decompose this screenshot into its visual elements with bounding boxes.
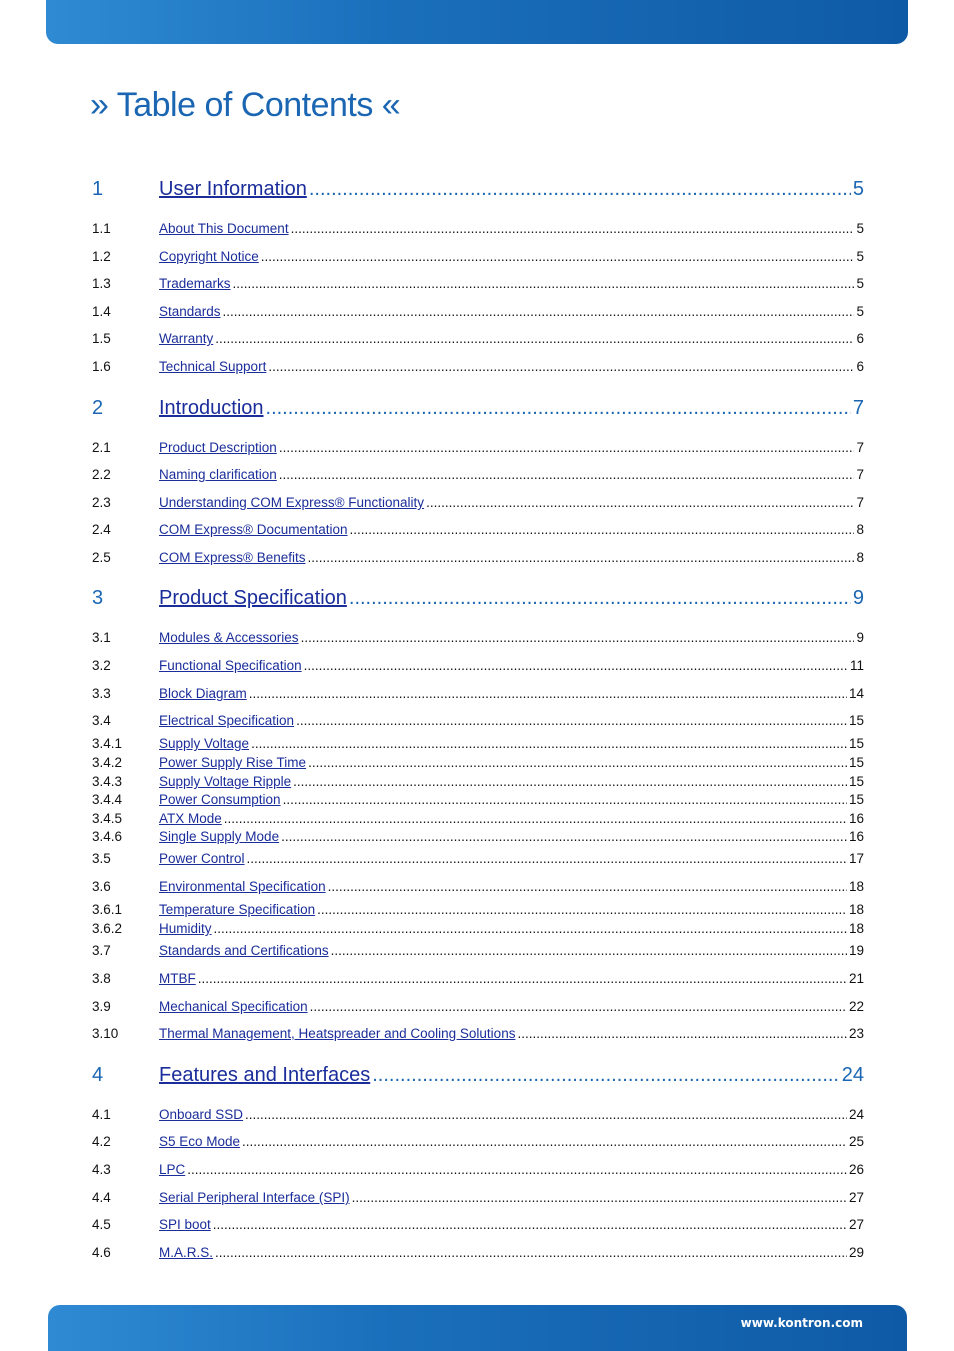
toc-entry-link[interactable]: LPC bbox=[159, 1162, 186, 1177]
dot-leader bbox=[247, 851, 847, 866]
toc-entry-link[interactable]: S5 Eco Mode bbox=[159, 1134, 241, 1149]
toc-entry[interactable] bbox=[92, 811, 864, 826]
toc-entry[interactable] bbox=[92, 879, 864, 894]
toc-entry-page[interactable]: 18 bbox=[848, 879, 864, 894]
dot-leader bbox=[249, 686, 847, 701]
toc-entry-number: 1.1 bbox=[92, 221, 111, 236]
toc-entry-link[interactable]: Warranty bbox=[159, 331, 214, 346]
toc-entry-page[interactable]: 23 bbox=[848, 1026, 864, 1041]
toc-entry-number: 2.2 bbox=[92, 467, 111, 482]
toc-entry-link[interactable]: SPI boot bbox=[159, 1217, 211, 1232]
toc-entry-page[interactable]: 24 bbox=[841, 1064, 864, 1086]
dot-leader bbox=[251, 736, 847, 751]
toc-entry-number: 3.3 bbox=[92, 686, 111, 701]
dot-leader bbox=[372, 1064, 840, 1087]
toc-entry-page[interactable]: 7 bbox=[852, 397, 864, 419]
toc-entry-number: 4.4 bbox=[92, 1190, 111, 1205]
toc-entry-number: 1.5 bbox=[92, 331, 111, 346]
toc-entry-page[interactable]: 26 bbox=[848, 1162, 864, 1177]
dot-leader bbox=[279, 440, 855, 455]
dot-leader bbox=[283, 792, 847, 807]
toc-entry-number: 3.6.1 bbox=[92, 902, 123, 917]
toc-entry-link[interactable]: Onboard SSD bbox=[159, 1107, 244, 1122]
toc-entry[interactable] bbox=[92, 1190, 864, 1205]
dot-leader bbox=[187, 1162, 847, 1177]
toc-entry-number: 4 bbox=[92, 1064, 104, 1086]
dot-leader bbox=[331, 943, 847, 958]
dot-leader bbox=[304, 658, 848, 673]
toc-entry-link[interactable]: Single Supply Mode bbox=[159, 829, 280, 844]
toc-entry-page[interactable]: 9 bbox=[852, 587, 864, 609]
dot-leader bbox=[245, 1107, 847, 1122]
toc-entry-number: 3.10 bbox=[92, 1026, 119, 1041]
toc-entry-link[interactable]: Environmental Specification bbox=[159, 879, 326, 894]
toc-entry[interactable] bbox=[92, 1026, 864, 1041]
dot-leader bbox=[198, 971, 847, 986]
toc-entry-link[interactable]: User Information bbox=[159, 178, 307, 200]
dot-leader bbox=[268, 359, 854, 374]
toc-entry[interactable] bbox=[92, 587, 864, 610]
toc-entry-page[interactable]: 19 bbox=[848, 943, 864, 958]
toc-entry[interactable] bbox=[92, 658, 864, 673]
toc-entry-page[interactable]: 18 bbox=[848, 921, 864, 936]
toc-entry-page[interactable]: 15 bbox=[848, 713, 864, 728]
toc-entry-number: 3.4 bbox=[92, 713, 111, 728]
toc-entry-page[interactable]: 22 bbox=[848, 999, 864, 1014]
dot-leader bbox=[279, 467, 855, 482]
toc-entry-number: 3.4.2 bbox=[92, 755, 123, 770]
toc-entry[interactable] bbox=[92, 1217, 864, 1232]
dot-leader bbox=[291, 221, 855, 236]
toc-entry-link[interactable]: Features and Interfaces bbox=[159, 1064, 371, 1086]
dot-leader bbox=[517, 1026, 847, 1041]
dot-leader bbox=[308, 550, 855, 565]
toc-entry[interactable] bbox=[92, 713, 864, 728]
dot-leader bbox=[328, 879, 847, 894]
toc-entry-page[interactable]: 25 bbox=[848, 1134, 864, 1149]
toc-entry-link[interactable]: Block Diagram bbox=[159, 686, 247, 701]
toc-entry-page[interactable]: 11 bbox=[849, 658, 864, 673]
toc-entry[interactable] bbox=[92, 249, 864, 264]
dot-leader bbox=[215, 1245, 847, 1260]
toc-entry[interactable] bbox=[92, 467, 864, 482]
toc-entry-link[interactable]: ATX Mode bbox=[159, 811, 222, 826]
toc-entry[interactable] bbox=[92, 1064, 864, 1087]
toc-entry-number: 3.6.2 bbox=[92, 921, 123, 936]
toc-entry-number: 4.6 bbox=[92, 1245, 111, 1260]
toc-entry-page[interactable]: 6 bbox=[856, 359, 864, 374]
toc-entry[interactable] bbox=[92, 999, 864, 1014]
toc-entry-page[interactable]: 9 bbox=[856, 630, 864, 645]
toc-entry[interactable] bbox=[92, 829, 864, 844]
dot-leader bbox=[242, 1134, 847, 1149]
toc-entry-number: 2 bbox=[92, 397, 104, 419]
dot-leader bbox=[266, 397, 851, 420]
toc-entry-link[interactable]: Standards and Certifications bbox=[159, 943, 329, 958]
dot-leader bbox=[309, 178, 851, 201]
toc-entry-page[interactable]: 16 bbox=[848, 811, 864, 826]
toc-entry-link[interactable]: Introduction bbox=[159, 397, 264, 419]
toc-entry-link[interactable]: COM Express® Benefits bbox=[159, 550, 306, 565]
toc-entry[interactable] bbox=[92, 178, 864, 201]
toc-entry-number: 3.6 bbox=[92, 879, 111, 894]
toc-entry-link[interactable]: Standards bbox=[159, 304, 221, 319]
dot-leader bbox=[215, 331, 854, 346]
toc-entry-page[interactable]: 29 bbox=[848, 1245, 864, 1260]
toc-entry-number: 4.3 bbox=[92, 1162, 111, 1177]
toc-entry-page[interactable]: 17 bbox=[848, 851, 864, 866]
toc-entry-number: 3.1 bbox=[92, 630, 111, 645]
toc-entry-link[interactable]: Power Supply Rise Time bbox=[159, 755, 307, 770]
toc-entry-page[interactable]: 27 bbox=[848, 1190, 864, 1205]
toc-entry-link[interactable]: MTBF bbox=[159, 971, 196, 986]
toc-entry-link[interactable]: Humidity bbox=[159, 921, 212, 936]
toc-entry-link[interactable]: About This Document bbox=[159, 221, 289, 236]
toc-entry-number: 1.2 bbox=[92, 249, 111, 264]
toc-entry-link[interactable]: Supply Voltage bbox=[159, 736, 250, 751]
dot-leader bbox=[350, 522, 855, 537]
toc-entry-number: 2.5 bbox=[92, 550, 111, 565]
toc-entry[interactable] bbox=[92, 276, 864, 291]
dot-leader bbox=[223, 304, 855, 319]
dot-leader bbox=[308, 755, 847, 770]
toc-entry-link[interactable]: Serial Peripheral Interface (SPI) bbox=[159, 1190, 350, 1205]
toc-entry-page[interactable]: 15 bbox=[848, 774, 864, 789]
toc-entry-page[interactable]: 8 bbox=[856, 522, 864, 537]
toc-entry-link[interactable]: Trademarks bbox=[159, 276, 231, 291]
toc-entry[interactable] bbox=[92, 921, 864, 936]
toc-entry[interactable] bbox=[92, 495, 864, 510]
toc-entry-number: 2.1 bbox=[92, 440, 111, 455]
toc-entry-page[interactable]: 14 bbox=[848, 686, 864, 701]
toc-entry-number: 3.4.5 bbox=[92, 811, 123, 826]
toc-entry-number: 3 bbox=[92, 587, 104, 609]
toc-entry-link[interactable]: Naming clarification bbox=[159, 467, 277, 482]
toc-entry-page[interactable]: 27 bbox=[848, 1217, 864, 1232]
toc-entry-link[interactable]: COM Express® Documentation bbox=[159, 522, 348, 537]
toc-entry-number: 3.9 bbox=[92, 999, 111, 1014]
toc-entry-link[interactable]: Power Control bbox=[159, 851, 245, 866]
toc-entry[interactable] bbox=[92, 550, 864, 565]
toc-entry-number: 1.3 bbox=[92, 276, 111, 291]
toc-entry[interactable] bbox=[92, 1107, 864, 1122]
header-bar bbox=[46, 0, 908, 44]
toc-entry-number: 3.2 bbox=[92, 658, 111, 673]
dot-leader bbox=[349, 587, 851, 610]
toc-entry-page[interactable]: 5 bbox=[856, 221, 864, 236]
toc-entry[interactable] bbox=[92, 755, 864, 770]
dot-leader bbox=[214, 921, 847, 936]
toc-entry-number: 2.4 bbox=[92, 522, 111, 537]
toc-entry[interactable] bbox=[92, 1245, 864, 1260]
toc-entry-number: 4.1 bbox=[92, 1107, 111, 1122]
toc-entry[interactable] bbox=[92, 1134, 864, 1149]
toc-entry-link[interactable]: Power Consumption bbox=[159, 792, 281, 807]
toc-entry[interactable] bbox=[92, 221, 864, 236]
dot-leader bbox=[317, 902, 847, 917]
toc-entry-number: 2.3 bbox=[92, 495, 111, 510]
toc-entry-page[interactable]: 24 bbox=[848, 1107, 864, 1122]
dot-leader bbox=[281, 829, 847, 844]
dot-leader bbox=[233, 276, 855, 291]
toc-entry-number: 4.5 bbox=[92, 1217, 111, 1232]
page-title: » Table of Contents « bbox=[90, 86, 401, 124]
footer-bar bbox=[48, 1305, 907, 1351]
toc-entry-page[interactable]: 5 bbox=[856, 249, 864, 264]
toc-entry-link[interactable]: Copyright Notice bbox=[159, 249, 259, 264]
toc-entry-page[interactable]: 15 bbox=[848, 736, 864, 751]
toc-entry-link[interactable]: Technical Support bbox=[159, 359, 267, 374]
toc-entry-number: 1.6 bbox=[92, 359, 111, 374]
dot-leader bbox=[352, 1190, 847, 1205]
toc-entry[interactable] bbox=[92, 943, 864, 958]
toc-entry-page[interactable]: 7 bbox=[856, 495, 864, 510]
toc-entry-link[interactable]: Thermal Management, Heatspreader and Cooling Solutions bbox=[159, 1026, 516, 1041]
toc-entry[interactable] bbox=[92, 630, 864, 645]
dot-leader bbox=[296, 713, 847, 728]
toc-entry-page[interactable]: 18 bbox=[848, 902, 864, 917]
toc-entry[interactable] bbox=[92, 774, 864, 789]
dot-leader bbox=[293, 774, 847, 789]
toc-entry[interactable] bbox=[92, 522, 864, 537]
toc-entry-page[interactable]: 15 bbox=[848, 755, 864, 770]
toc-entry[interactable] bbox=[92, 1162, 864, 1177]
toc-entry[interactable] bbox=[92, 359, 864, 374]
toc-entry[interactable] bbox=[92, 397, 864, 420]
toc-entry-number: 3.8 bbox=[92, 971, 111, 986]
toc-entry-page[interactable]: 21 bbox=[848, 971, 864, 986]
toc-entry[interactable] bbox=[92, 304, 864, 319]
dot-leader bbox=[426, 495, 854, 510]
toc-entry-page[interactable]: 7 bbox=[856, 440, 864, 455]
toc-entry-page[interactable]: 5 bbox=[856, 304, 864, 319]
toc-entry-page[interactable]: 16 bbox=[848, 829, 864, 844]
dot-leader bbox=[301, 630, 855, 645]
toc-entry-link[interactable]: Product Description bbox=[159, 440, 277, 455]
toc-entry-number: 4.2 bbox=[92, 1134, 111, 1149]
toc-entry[interactable] bbox=[92, 440, 864, 455]
toc-entry-page[interactable]: 6 bbox=[856, 331, 864, 346]
dot-leader bbox=[310, 999, 847, 1014]
toc-entry-link[interactable]: Understanding COM Express® Functionality bbox=[159, 495, 425, 510]
toc-entry-page[interactable]: 5 bbox=[856, 276, 864, 291]
toc-entry[interactable] bbox=[92, 686, 864, 701]
toc-entry-page[interactable]: 8 bbox=[856, 550, 864, 565]
toc-entry-link[interactable]: Mechanical Specification bbox=[159, 999, 308, 1014]
toc-entry[interactable] bbox=[92, 971, 864, 986]
toc-entry-link[interactable]: Supply Voltage Ripple bbox=[159, 774, 292, 789]
toc-entry-link[interactable]: Functional Specification bbox=[159, 658, 302, 673]
toc-entry-number: 3.5 bbox=[92, 851, 111, 866]
toc-entry[interactable] bbox=[92, 851, 864, 866]
toc-entry-number: 1 bbox=[92, 178, 104, 200]
toc-entry-number: 3.7 bbox=[92, 943, 111, 958]
toc-entry[interactable] bbox=[92, 331, 864, 346]
toc-entry-link[interactable]: Electrical Specification bbox=[159, 713, 295, 728]
dot-leader bbox=[213, 1217, 847, 1232]
toc-entry-number: 3.4.6 bbox=[92, 829, 123, 844]
toc-entry-page[interactable]: 5 bbox=[852, 178, 864, 200]
dot-leader bbox=[224, 811, 847, 826]
toc-entry-link[interactable]: Product Specification bbox=[159, 587, 347, 609]
toc-entry[interactable] bbox=[92, 792, 864, 807]
toc-entry-page[interactable]: 15 bbox=[848, 792, 864, 807]
toc-entry-number: 3.4.1 bbox=[92, 736, 123, 751]
toc-entry[interactable] bbox=[92, 902, 864, 917]
toc-entry-link[interactable]: Modules & Accessories bbox=[159, 630, 299, 645]
toc-entry-link[interactable]: Temperature Specification bbox=[159, 902, 316, 917]
toc-entry-page[interactable]: 7 bbox=[856, 467, 864, 482]
toc-entry-number: 1.4 bbox=[92, 304, 111, 319]
toc-entry-link[interactable]: M.A.R.S. bbox=[159, 1245, 214, 1260]
toc-entry[interactable] bbox=[92, 736, 864, 751]
footer-url[interactable]: www.kontron.com bbox=[740, 1316, 863, 1330]
toc-entry-number: 3.4.3 bbox=[92, 774, 123, 789]
toc-entry-number: 3.4.4 bbox=[92, 792, 123, 807]
dot-leader bbox=[261, 249, 855, 264]
